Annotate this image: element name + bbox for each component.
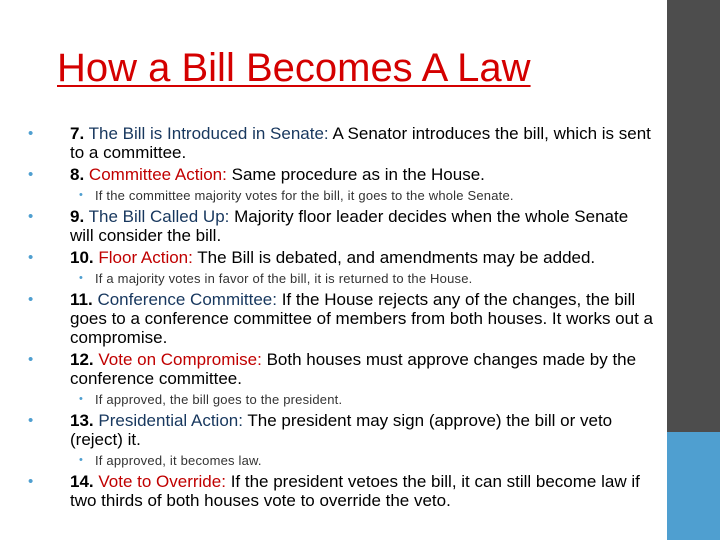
sub-bullet: [27, 270, 655, 287]
step-text: The Bill is debated, and amendments may be added.: [197, 248, 596, 267]
bullet-item-7: [27, 124, 655, 162]
bullet-item-12: [27, 350, 655, 388]
sub-bullet: [27, 452, 655, 469]
step-label: Presidential Action:: [98, 411, 243, 430]
bullet-icon: •: [79, 393, 84, 405]
step-text: If the House rejects any of the changes, the bill goes to a conference committee of members from both houses. It works out a compromise.: [70, 290, 653, 347]
step-number: 12.: [70, 350, 94, 369]
bullet-item-10: [27, 248, 655, 267]
step-label: Committee Action:: [88, 165, 227, 184]
step-label: Floor Action:: [98, 248, 193, 267]
bullet-item-8: [27, 165, 655, 184]
bullet-icon: •: [28, 473, 34, 490]
sidebar-accent-block: [667, 432, 720, 540]
slide-title: How a Bill Becomes A Law: [57, 46, 531, 90]
step-text: The president may sign (approve) the bill or veto (reject) it.: [70, 411, 613, 449]
bullet-item-14: [27, 472, 655, 510]
sub-bullet-text: If a majority votes in favor of the bill, it is returned to the House.: [95, 271, 473, 286]
step-label: Vote to Override:: [98, 472, 226, 491]
bullet-icon: •: [28, 351, 34, 368]
sub-bullet-text: If the committee majority votes for the bill, it goes to the whole Senate.: [95, 188, 514, 203]
bullet-icon: •: [28, 166, 34, 183]
step-text: If the president vetoes the bill, it can still become law if two thirds of both houses vote to override the veto.: [70, 472, 640, 510]
sub-bullet: [27, 391, 655, 408]
step-text: Both houses must approve changes made by the conference committee.: [70, 350, 637, 388]
bullet-icon: •: [79, 454, 84, 466]
step-text: Same procedure as in the House.: [231, 165, 485, 184]
bullet-icon: •: [28, 208, 34, 225]
bullet-icon: •: [79, 272, 84, 284]
step-number: 9.: [70, 207, 85, 226]
bullet-item-9: [27, 207, 655, 245]
bullet-icon: •: [28, 125, 34, 142]
bullet-item-11: [27, 290, 655, 347]
bullet-list: [27, 124, 655, 513]
step-label: The Bill Called Up:: [88, 207, 230, 226]
step-number: 8.: [70, 165, 85, 184]
bullet-icon: •: [79, 189, 84, 201]
bullet-icon: •: [28, 412, 34, 429]
step-number: 13.: [70, 411, 94, 430]
step-number: 7.: [70, 124, 85, 143]
step-label: The Bill is Introduced in Senate:: [88, 124, 329, 143]
bullet-icon: •: [28, 249, 34, 266]
bullet-item-13: [27, 411, 655, 449]
bullet-icon: •: [28, 291, 34, 308]
step-number: 11.: [70, 290, 93, 309]
step-number: 14.: [70, 472, 94, 491]
sub-bullet-text: If approved, it becomes law.: [95, 453, 262, 468]
step-label: Vote on Compromise:: [98, 350, 262, 369]
step-number: 10.: [70, 248, 94, 267]
step-text: A Senator introduces the bill, which is sent to a committee.: [70, 124, 651, 162]
sub-bullet-text: If approved, the bill goes to the president.: [95, 392, 343, 407]
step-text: Majority floor leader decides when the whole Senate will consider the bill.: [70, 207, 629, 245]
sub-bullet: [27, 187, 655, 204]
step-label: Conference Committee:: [97, 290, 277, 309]
